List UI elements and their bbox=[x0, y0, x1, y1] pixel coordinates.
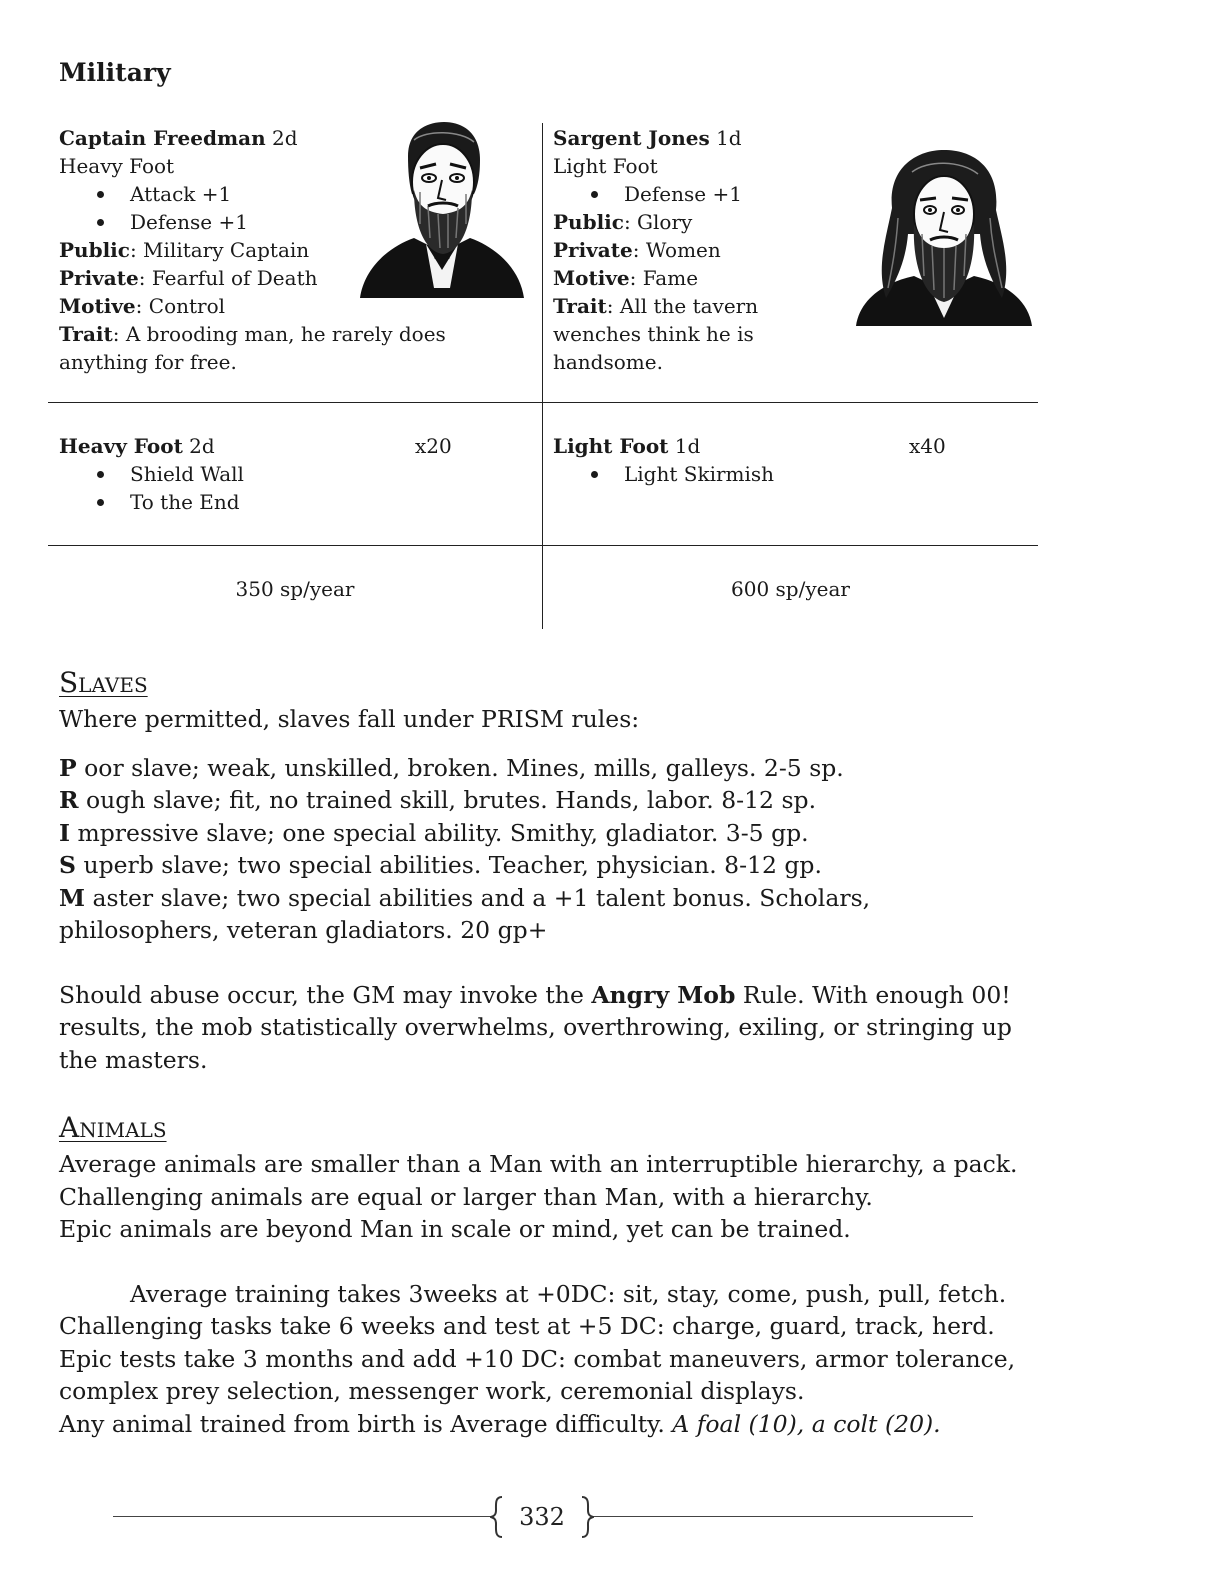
training-paragraph: Challenging tasks take 6 weeks and test at +5 DC: charge, guard, track, herd. bbox=[59, 1312, 995, 1340]
unit-dice: 1d bbox=[674, 434, 701, 458]
officer-card-jones bbox=[553, 124, 863, 376]
officer-private: Private: Fearful of Death bbox=[59, 266, 318, 290]
officer-unit-type: Light Foot bbox=[553, 154, 658, 178]
officer-dice: 1d bbox=[716, 126, 742, 150]
page-title: Military bbox=[59, 58, 171, 87]
footer-rule bbox=[113, 1516, 492, 1517]
officer-public: Public: Glory bbox=[553, 210, 693, 234]
long-haired-bearded-man-portrait-icon bbox=[852, 148, 1036, 330]
unit-name: Light Foot bbox=[553, 434, 669, 458]
training-paragraph: Epic tests take 3 months and add +10 DC: combat maneuvers, armor tolerance, complex prey selection, messenger work, ceremonial displays. bbox=[59, 1344, 1016, 1405]
officer-unit-type: Heavy Foot bbox=[59, 154, 175, 178]
footer-rule bbox=[592, 1516, 973, 1517]
list-item: Attack +1 bbox=[59, 180, 459, 208]
angry-mob-paragraph: Should abuse occur, the GM may invoke the Angry Mob Rule. With enough 00! results, the mob statistically overwhelms, overthrowing, exiling, or stringing up the masters. bbox=[59, 980, 1012, 1074]
unit-header bbox=[59, 432, 389, 460]
officer-header bbox=[553, 124, 863, 152]
list-item: Light Skirmish bbox=[553, 460, 883, 488]
officer-name: Captain Freedman bbox=[59, 126, 266, 150]
officer-bonus-list bbox=[553, 180, 863, 208]
bearded-man-portrait-icon bbox=[356, 120, 528, 300]
animals-section bbox=[59, 1148, 1019, 1440]
section-heading-slaves: Slaves bbox=[59, 666, 148, 699]
unit-count: x40 bbox=[909, 434, 946, 458]
officer-motive: Motive: Fame bbox=[553, 266, 699, 290]
officer-trait: Trait: All the tavern wenches think he is handsome. bbox=[553, 294, 759, 374]
training-paragraph: Any animal trained from birth is Average difficulty. A foal (10), a colt (20). bbox=[59, 1409, 941, 1438]
officer-public: Public: Military Captain bbox=[59, 238, 310, 262]
officer-trait: Trait: A brooding man, he rarely does anything for free. bbox=[59, 322, 446, 374]
list-item: R ough slave; fit, no trained skill, brutes. Hands, labor. 8-12 sp. bbox=[59, 786, 817, 814]
officer-motive: Motive: Control bbox=[59, 294, 226, 318]
officer-name: Sargent Jones bbox=[553, 126, 710, 150]
unit-card-heavy-foot bbox=[59, 432, 389, 516]
list-item: Epic animals are beyond Man in scale or mind, yet can be trained. bbox=[59, 1215, 851, 1243]
officer-dice: 2d bbox=[272, 126, 298, 150]
list-item: Defense +1 bbox=[59, 208, 459, 236]
unit-cost: 600 sp/year bbox=[731, 577, 850, 601]
list-item: M aster slave; two special abilities and a +1 talent bonus. Scholars, philosophers, veteran gladiators. 20 gp+ bbox=[59, 883, 871, 944]
right-brace-icon bbox=[580, 1496, 594, 1538]
list-item: S uperb slave; two special abilities. Teacher, physician. 8-12 gp. bbox=[59, 851, 822, 879]
table-divider-vertical bbox=[542, 123, 543, 629]
unit-count: x20 bbox=[415, 434, 452, 458]
military-table bbox=[48, 123, 1038, 629]
officer-private: Private: Women bbox=[553, 238, 721, 262]
unit-dice: 2d bbox=[189, 434, 215, 458]
table-divider-horizontal bbox=[48, 545, 1038, 546]
section-heading-animals: Animals bbox=[59, 1111, 167, 1144]
unit-cost: 350 sp/year bbox=[235, 577, 355, 601]
list-item: Shield Wall bbox=[59, 460, 389, 488]
table-divider-horizontal bbox=[48, 402, 1038, 403]
list-item: Defense +1 bbox=[553, 180, 863, 208]
page-number: 332 bbox=[519, 1503, 565, 1531]
unit-ability-list bbox=[59, 460, 389, 516]
list-item: P oor slave; weak, unskilled, broken. Mines, mills, galleys. 2-5 sp. bbox=[59, 753, 844, 782]
list-item: I mpressive slave; one special ability. Smithy, gladiator. 3-5 gp. bbox=[59, 818, 809, 847]
unit-ability-list bbox=[553, 460, 883, 488]
unit-name: Heavy Foot bbox=[59, 434, 183, 458]
slaves-intro: Where permitted, slaves fall under PRISM rules: bbox=[59, 705, 640, 733]
unit-card-light-foot bbox=[553, 432, 883, 488]
training-paragraph: Average training takes 3weeks at +0DC: sit, stay, come, push, pull, fetch. bbox=[130, 1279, 1007, 1308]
list-item: To the End bbox=[59, 488, 389, 516]
unit-header bbox=[553, 432, 883, 460]
slaves-section bbox=[59, 703, 1019, 1076]
list-item: Challenging animals are equal or larger than Man, with a hierarchy. bbox=[59, 1182, 873, 1211]
list-item: Average animals are smaller than a Man with an interruptible hierarchy, a pack. bbox=[59, 1150, 1018, 1178]
